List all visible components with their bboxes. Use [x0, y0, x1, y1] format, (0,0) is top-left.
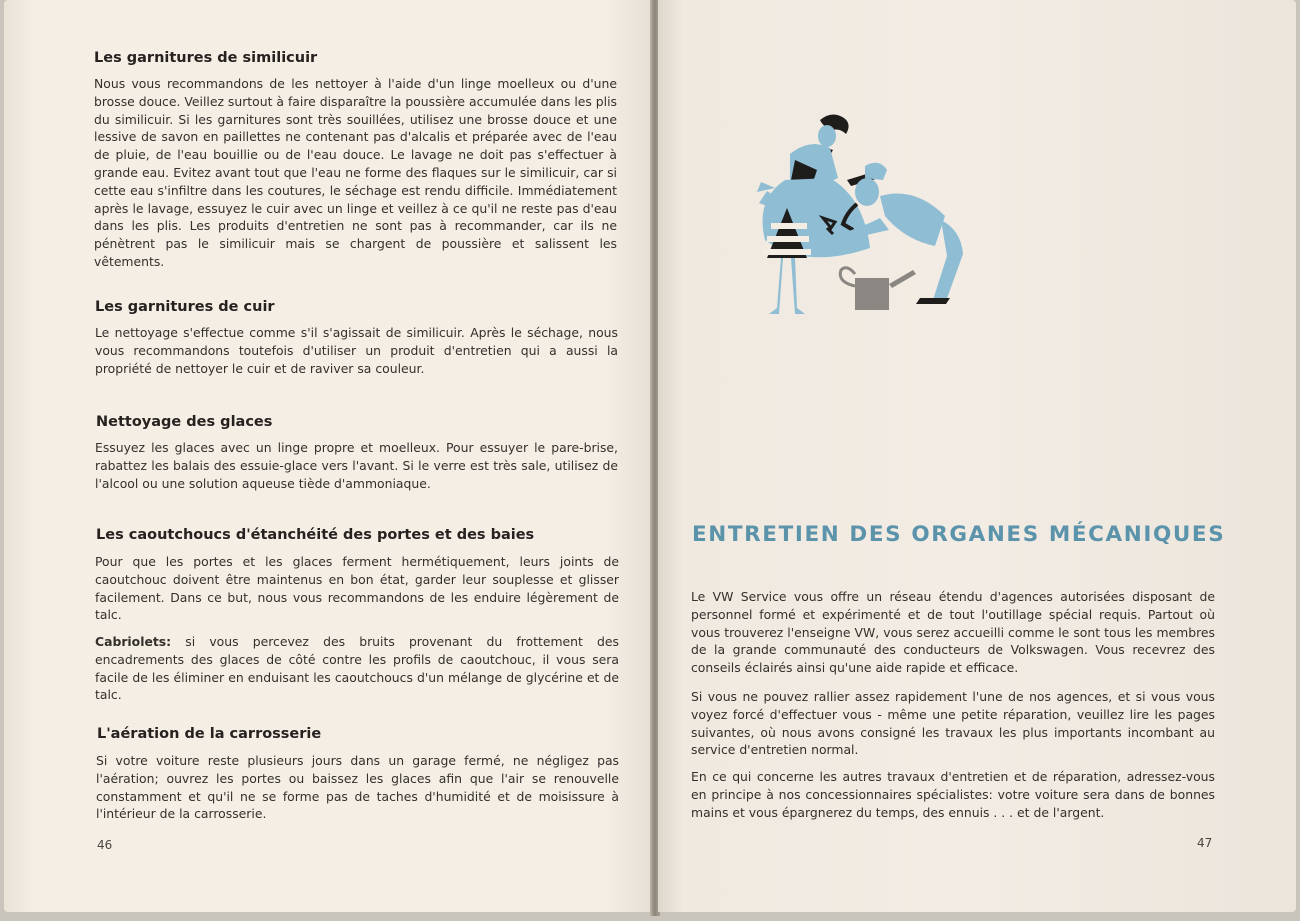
- intro-paragraph-1: Le VW Service vous offre un réseau étendu d'agences autorisées disposant de personnel formé et expérimenté et de tout l'outillage spécial requis. Partout où vous trouverez l'enseigne VW, vous serez accueilli comme le sont tous les membres de la grande communauté des conducteurs de Volkswagen. Vous recevrez des conseils éclairés ainsi qu'une aide rapide et efficace.: [691, 589, 1215, 676]
- section-text-caoutchoucs: Pour que les portes et les glaces ferment hermétiquement, leurs joints de caoutchouc doivent être maintenus en bon état, garder leur souplesse et glisser facilement. Dans ce but, nous vous recommandons de les enduire légèrement de talc.: [95, 554, 619, 623]
- section-heading-glaces: Nettoyage des glaces: [96, 414, 273, 430]
- page-number-right: 47: [1197, 836, 1213, 850]
- cabriolets-text: si vous percevez des bruits provenant du frottement des encadrements des glaces de côté contre les profils de caoutchouc, il vous sera facile de les éliminer en enduisant les caoutchoucs d'un mélange de glycérine et de talc.: [95, 634, 619, 703]
- page-number-left: 46: [97, 838, 113, 852]
- cabriolets-note: [95, 633, 619, 704]
- cabriolets-label: Cabriolets:: [95, 634, 172, 649]
- section-text-aeration: Si votre voiture reste plusieurs jours dans un garage fermé, ne négligez pas l'aération; ouvrez les portes ou baissez les glaces afin que l'air se renouvelle constamment et qu'il ne se forme pas de taches d'humidité et de moisissure à l'intérieur de la carrosserie.: [96, 753, 619, 822]
- section-heading-caoutchoucs: Les caoutchoucs d'étanchéité des portes et des baies: [96, 527, 535, 543]
- section-text-cuir: Le nettoyage s'effectue comme s'il s'agissait de similicuir. Après le séchage, nous vous recommandons toutefois d'utiliser un produit d'entretien qui a aussi la propriété de nettoyer le cuir et de raviver sa couleur.: [95, 325, 618, 376]
- section-text-similicuir: Nous vous recommandons de les nettoyer à l'aide d'un linge moelleux ou d'une brosse douce. Veillez surtout à faire disparaître la poussière accumulée dans les plis du similicuir. Si les garnitures sont très souillées, utilisez une brosse douce et une lessive de savon en paillettes ne contenant pas d'alcalis et préparée avec de l'eau de pluie, de l'eau bouillie ou de l'eau douce. Le lavage ne doit pas s'effectuer à grande eau. Evitez avant tout que l'eau ne forme des flaques sur le similicuir, car si cette eau s'infiltre dans les coutures, le séchage est rendu difficile. Immédiatement après le lavage, essuyez le cuir avec un linge et veillez à ce qu'il ne reste pas d'eau dans les plis. Les produits d'entretien ne sont pas à recommander, car ils ne pénètrent pas le similicuir mais se chargent de poussière et salissent les vêtements.: [94, 76, 617, 269]
- section-heading-cuir: Les garnitures de cuir: [95, 299, 275, 315]
- intro-paragraph-3: En ce qui concerne les autres travaux d'entretien et de réparation, adressez-vous en principe à nos concessionnaires spécialistes: votre voiture sera dans de bonnes mains et vous épargnerez du temps, des ennuis . . . et de l'argent.: [691, 769, 1215, 820]
- section-heading-similicuir: Les garnitures de similicuir: [94, 50, 318, 66]
- intro-paragraph-2: Si vous ne pouvez rallier assez rapidement l'une de nos agences, et si vous vous voyez forcé d'effectuer vous - même une petite réparation, veuillez lire les pages suivantes, où nous avons consigné les travaux les plus importants incombant au service d'entretien normal.: [691, 689, 1215, 758]
- section-text-glaces: Essuyez les glaces avec un linge propre et moelleux. Pour essuyer le pare-brise, rabattez les balais des essuie-glace vers l'avant. Si le verre est très sale, utilisez de l'alcool ou une solution aqueuse tiède d'ammoniaque.: [95, 440, 618, 491]
- woman-and-mechanic-illustration-icon: [715, 108, 990, 323]
- chapter-title: ENTRETIEN DES ORGANES MÉCANIQUES: [692, 522, 1226, 547]
- section-heading-aeration: L'aération de la carrosserie: [97, 726, 322, 742]
